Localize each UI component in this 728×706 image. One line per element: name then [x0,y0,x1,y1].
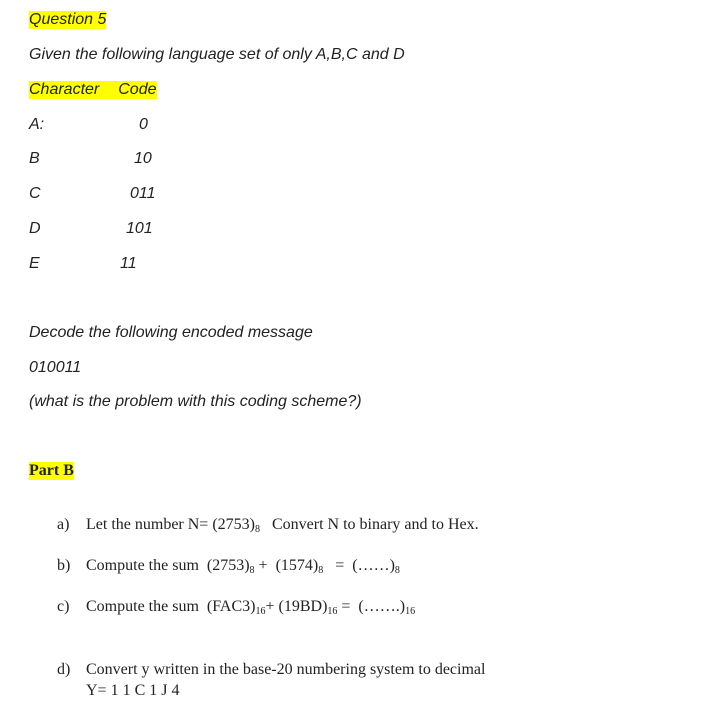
code-header: Code [118,81,157,98]
item-b-eq: = (……) [323,557,395,574]
row-char-c: C [29,185,41,202]
row-code-e: 11 [120,255,137,272]
question-title: Question 5 [29,11,107,28]
table-header [29,81,157,99]
item-c-eq: = (…….) [337,598,406,615]
row-code-b: 10 [134,150,152,167]
item-b-pre: Compute the sum (2753) [86,557,250,574]
item-c-sub3: 16 [405,606,416,617]
item-c-sub2: 16 [327,606,338,617]
item-c-marker: c) [57,598,70,615]
row-char-e: E [29,255,40,272]
character-header: Character [29,81,100,98]
item-b-mid: + (1574) [254,557,319,574]
row-code-c: 011 [130,185,156,202]
item-a-post: Convert N to binary and to Hex. [259,516,479,533]
item-a-text [86,516,479,535]
item-b-sub3: 8 [394,565,400,576]
row-char-d: D [29,220,41,237]
item-b-text [86,557,400,576]
item-d-line1: Convert y written in the base-20 numbering system to decimal [86,661,486,678]
item-a-pre: Let the number N= (2753) [86,516,255,533]
item-d-marker: d) [57,661,71,678]
item-c-pre: Compute the sum (FAC3) [86,598,256,615]
item-b-sub1: 8 [249,565,255,576]
row-code-a: 0 [139,116,148,133]
item-a-sub: 8 [254,524,260,535]
item-c-text [86,598,415,617]
row-code-d: 101 [126,220,153,237]
item-c-mid: + (19BD) [265,598,328,615]
decode-prompt: Decode the following encoded message [29,324,313,341]
problem-prompt: (what is the problem with this coding scheme?) [29,393,362,410]
encoded-message: 010011 [29,359,82,376]
row-char-b: B [29,150,40,167]
item-d-line2: Y= 1 1 C 1 J 4 [86,682,180,699]
item-c-sub1: 16 [255,606,266,617]
row-char-a: A: [29,116,45,133]
item-b-marker: b) [57,557,71,574]
item-b-sub2: 8 [318,565,324,576]
question-intro: Given the following language set of only A,B,C and D [29,46,405,63]
part-b-title: Part B [29,462,74,479]
item-a-marker: a) [57,516,70,533]
